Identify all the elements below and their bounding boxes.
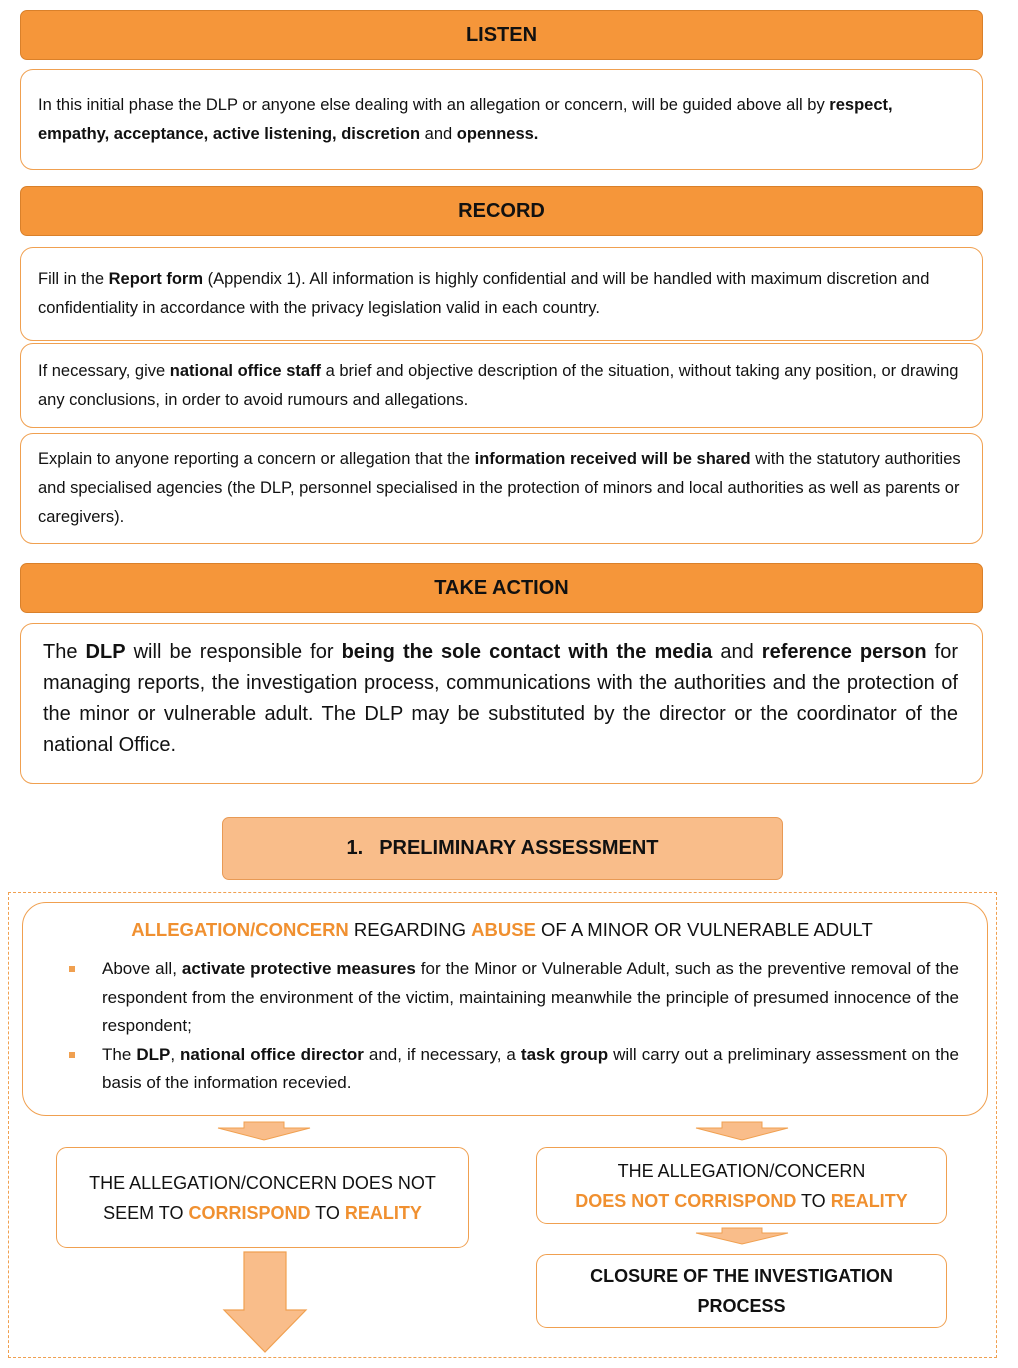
- protective-measures-bold: activate protective measures: [181, 959, 416, 978]
- allegation-bullets: [45, 955, 959, 1098]
- director-bold: national office director: [180, 1044, 364, 1064]
- dlp-bold: DLP: [85, 641, 126, 663]
- listen-text-part: and: [420, 124, 457, 143]
- closure-box: [536, 1254, 947, 1328]
- record-box3-text: [38, 445, 965, 532]
- text-part: TO: [796, 1190, 831, 1211]
- take-action-text: [43, 637, 958, 761]
- text-part: Above all,: [102, 959, 182, 978]
- listen-bold-openness: openness.: [456, 124, 539, 143]
- outcome-left-line2: [89, 1198, 436, 1228]
- arrow-down-icon: [696, 1228, 788, 1244]
- report-form-bold: Report form: [108, 270, 204, 288]
- take-action-box: [20, 623, 983, 784]
- outcome-right-line2: [575, 1186, 907, 1216]
- closure-text: [590, 1261, 893, 1321]
- record-header-label: RECORD: [458, 199, 545, 222]
- media-contact-bold: being the sole contact with the media: [341, 641, 713, 663]
- text-part: will be responsible for: [125, 641, 342, 663]
- allegation-title-part: OF A MINOR OR VULNERABLE ADULT: [535, 919, 873, 940]
- text-part: SEEM TO: [103, 1202, 189, 1223]
- arrow-down-icon: [696, 1122, 788, 1140]
- text-part: Explain to anyone reporting a concern or allegation that the: [38, 450, 475, 468]
- preliminary-title: PRELIMINARY ASSESSMENT: [379, 837, 659, 859]
- record-box-information-shared: [20, 433, 983, 544]
- text-part: ,: [170, 1044, 181, 1064]
- reality-accent: REALITY: [344, 1202, 422, 1223]
- outcome-left-text: [89, 1168, 436, 1228]
- reference-person-bold: reference person: [761, 641, 927, 663]
- preliminary-assessment-header: [222, 817, 783, 880]
- closure-line1: CLOSURE OF THE INVESTIGATION: [590, 1266, 893, 1286]
- reality-accent: REALITY: [830, 1190, 908, 1211]
- preliminary-number: 1.: [346, 837, 364, 859]
- allegation-title-accent: ALLEGATION/CONCERN: [131, 919, 349, 940]
- take-action-header-label: TAKE ACTION: [434, 576, 569, 599]
- allegation-title: [45, 919, 959, 941]
- text-part: for the Minor or Vulnerable Adult, such as the preventive removal of the respondent from the environment of the victim, maintaining meanwhile the principle of presumed innocence of the respondent;: [102, 959, 959, 1035]
- listen-box: [20, 69, 983, 170]
- record-box-report-form: [20, 247, 983, 341]
- allegation-box: [22, 902, 988, 1116]
- text-part: (Appendix 1). All information is highly confidential and will be handled with maximum discretion and confidentiality in accordance with the privacy legislation valid in each country.: [38, 270, 930, 317]
- listen-header: [20, 10, 983, 60]
- outcome-left-line1: THE ALLEGATION/CONCERN DOES NOT: [89, 1172, 436, 1193]
- text-part: with the statutory authorities and specialised agencies (the DLP, personnel specialised in the protection of minors and local authorities as well as parents or caregivers).: [38, 450, 961, 526]
- does-not-corrispond-accent: DOES NOT CORRISPOND: [575, 1190, 797, 1211]
- text-part: TO: [310, 1202, 345, 1223]
- bullet-protective-measures: [45, 955, 959, 1041]
- outcome-right-line1: THE ALLEGATION/CONCERN: [617, 1160, 866, 1181]
- listen-bold-values: respect, empathy, acceptance, active listening, discretion: [38, 95, 893, 143]
- outcome-does-not-correspond-box: [536, 1147, 947, 1224]
- text-part: and: [712, 641, 762, 663]
- record-box-national-office: [20, 343, 983, 428]
- big-arrow-down-icon: [224, 1252, 306, 1352]
- text-part: Fill in the: [38, 270, 109, 288]
- arrow-down-icon: [218, 1122, 310, 1140]
- text-part: for managing reports, the investigation process, communications with the authorities and the protection of the minor or vulnerable adult. The DLP may be substituted by the director or the coordinator of the national Office.: [43, 641, 959, 756]
- record-box1-text: [38, 265, 965, 323]
- corrispond-accent: CORRISPOND: [188, 1202, 311, 1223]
- national-office-staff-bold: national office staff: [169, 361, 322, 380]
- text-part: will carry out a preliminary assessment on the basis of the information recevied.: [102, 1044, 959, 1092]
- information-shared-bold: information received will be shared: [474, 450, 751, 468]
- take-action-header: [20, 563, 983, 613]
- allegation-title-part: REGARDING: [348, 919, 472, 940]
- closure-line2: PROCESS: [697, 1296, 786, 1316]
- text-part: The: [102, 1044, 137, 1064]
- text-part: The: [43, 641, 86, 663]
- abuse-accent: ABUSE: [471, 919, 536, 940]
- record-box2-text: [38, 357, 965, 415]
- outcome-right-text: [575, 1156, 907, 1216]
- listen-text: [38, 91, 965, 149]
- outcome-not-seem-to-correspond-box: [56, 1147, 469, 1248]
- text-part: and, if necessary, a: [363, 1044, 521, 1064]
- task-group-bold: task group: [520, 1044, 609, 1064]
- record-header: [20, 186, 983, 236]
- bullet-preliminary-assessment: [45, 1041, 959, 1098]
- listen-text-part: In this initial phase the DLP or anyone else dealing with an allegation or concern, will be guided above all by: [38, 95, 830, 114]
- dlp-bold: DLP: [136, 1044, 171, 1064]
- text-part: a brief and objective description of the situation, without taking any position, or drawing any conclusions, in order to avoid rumours and allegations.: [38, 361, 959, 409]
- listen-header-label: LISTEN: [465, 23, 538, 46]
- text-part: If necessary, give: [38, 361, 170, 380]
